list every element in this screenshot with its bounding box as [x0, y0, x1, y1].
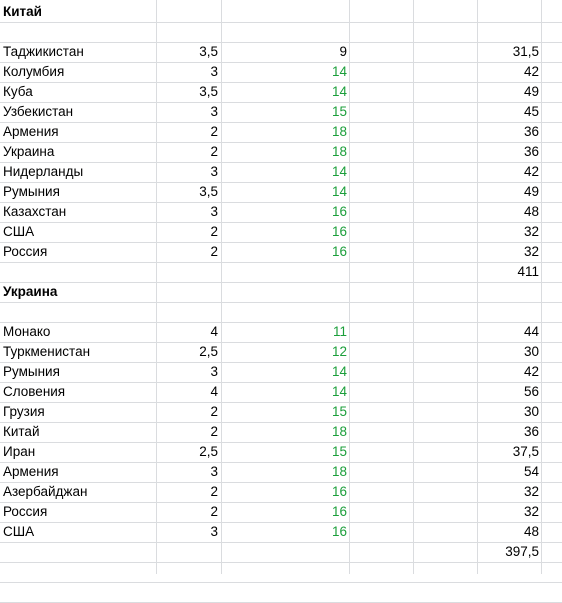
points-cell[interactable]: 11: [332, 324, 347, 339]
points-cell[interactable]: 18: [331, 144, 347, 159]
total-cell[interactable]: 30: [523, 344, 539, 359]
total-cell[interactable]: 44: [523, 324, 539, 339]
coefficient-cell[interactable]: 2: [210, 504, 218, 519]
coefficient-cell[interactable]: 3: [210, 164, 218, 179]
points-cell[interactable]: 18: [331, 464, 347, 479]
points-cell[interactable]: 12: [331, 344, 347, 359]
total-cell[interactable]: 31,5: [512, 44, 539, 59]
points-cell[interactable]: 14: [331, 164, 347, 179]
coefficient-cell[interactable]: 3,5: [199, 184, 218, 199]
coefficient-cell[interactable]: 4: [210, 384, 218, 399]
country-cell[interactable]: Украина: [3, 144, 55, 159]
total-cell[interactable]: 54: [523, 464, 539, 479]
total-cell[interactable]: 32: [523, 504, 539, 519]
country-cell[interactable]: Иран: [3, 444, 36, 459]
points-cell[interactable]: 14: [331, 64, 347, 79]
section-title[interactable]: Китай: [3, 4, 42, 19]
points-cell[interactable]: 18: [331, 124, 347, 139]
coefficient-cell[interactable]: 3,5: [199, 84, 218, 99]
country-cell[interactable]: Румыния: [3, 184, 60, 199]
points-cell[interactable]: 14: [331, 84, 347, 99]
section-sum-cell[interactable]: 411: [517, 264, 539, 279]
country-cell[interactable]: Таджикистан: [3, 44, 84, 59]
grid-column-line: [349, 0, 350, 574]
country-cell[interactable]: Грузия: [3, 404, 45, 419]
grid-column-line: [541, 0, 542, 574]
grid-row-line: [0, 582, 562, 583]
total-cell[interactable]: 36: [523, 424, 539, 439]
section-sum-cell[interactable]: 397,5: [505, 544, 539, 559]
total-cell[interactable]: 37,5: [512, 444, 539, 459]
coefficient-cell[interactable]: 2,5: [199, 444, 218, 459]
points-cell[interactable]: 15: [331, 104, 347, 119]
points-cell[interactable]: 16: [331, 244, 347, 259]
country-cell[interactable]: Колумбия: [3, 64, 65, 79]
points-cell[interactable]: 9: [339, 44, 347, 59]
points-cell[interactable]: 16: [331, 504, 347, 519]
country-cell[interactable]: США: [3, 524, 35, 539]
coefficient-cell[interactable]: 3: [210, 64, 218, 79]
grid-row-line: [0, 302, 562, 303]
total-cell[interactable]: 48: [523, 524, 539, 539]
coefficient-cell[interactable]: 2: [210, 404, 218, 419]
country-cell[interactable]: Казахстан: [3, 204, 67, 219]
total-cell[interactable]: 32: [523, 484, 539, 499]
total-cell[interactable]: 56: [523, 384, 539, 399]
country-cell[interactable]: Нидерланды: [3, 164, 84, 179]
coefficient-cell[interactable]: 2: [210, 424, 218, 439]
total-cell[interactable]: 32: [523, 244, 539, 259]
grid-column-line: [413, 0, 414, 574]
total-cell[interactable]: 48: [523, 204, 539, 219]
country-cell[interactable]: Россия: [3, 504, 48, 519]
points-cell[interactable]: 14: [331, 384, 347, 399]
country-cell[interactable]: Китай: [3, 424, 40, 439]
total-cell[interactable]: 42: [523, 364, 539, 379]
points-cell[interactable]: 14: [331, 364, 347, 379]
total-cell[interactable]: 42: [523, 64, 539, 79]
points-cell[interactable]: 15: [331, 404, 347, 419]
total-cell[interactable]: 36: [523, 144, 539, 159]
country-cell[interactable]: Румыния: [3, 364, 60, 379]
points-cell[interactable]: 16: [331, 524, 347, 539]
coefficient-cell[interactable]: 4: [210, 324, 218, 339]
country-cell[interactable]: Армения: [3, 124, 59, 139]
total-cell[interactable]: 49: [523, 84, 539, 99]
coefficient-cell[interactable]: 3: [210, 204, 218, 219]
total-cell[interactable]: 49: [523, 184, 539, 199]
country-cell[interactable]: Словения: [3, 384, 66, 399]
coefficient-cell[interactable]: 2,5: [199, 344, 218, 359]
country-cell[interactable]: Армения: [3, 464, 59, 479]
points-cell[interactable]: 15: [331, 444, 347, 459]
coefficient-cell[interactable]: 3: [210, 364, 218, 379]
grid-column-line: [156, 0, 157, 574]
country-cell[interactable]: Куба: [3, 84, 33, 99]
total-cell[interactable]: 45: [523, 104, 539, 119]
points-cell[interactable]: 16: [331, 204, 347, 219]
points-cell[interactable]: 14: [331, 184, 347, 199]
coefficient-cell[interactable]: 3: [210, 104, 218, 119]
grid-row-line: [0, 22, 562, 23]
total-cell[interactable]: 36: [523, 124, 539, 139]
total-cell[interactable]: 32: [523, 224, 539, 239]
points-cell[interactable]: 18: [331, 424, 347, 439]
coefficient-cell[interactable]: 2: [210, 244, 218, 259]
coefficient-cell[interactable]: 2: [210, 224, 218, 239]
section-title[interactable]: Украина: [3, 284, 58, 299]
grid-row-line: [0, 562, 562, 563]
country-cell[interactable]: США: [3, 224, 35, 239]
coefficient-cell[interactable]: 3: [210, 524, 218, 539]
points-cell[interactable]: 16: [331, 484, 347, 499]
country-cell[interactable]: Узбекистан: [3, 104, 74, 119]
coefficient-cell[interactable]: 3,5: [199, 44, 218, 59]
coefficient-cell[interactable]: 3: [210, 464, 218, 479]
total-cell[interactable]: 30: [523, 404, 539, 419]
country-cell[interactable]: Россия: [3, 244, 48, 259]
coefficient-cell[interactable]: 2: [210, 124, 218, 139]
total-cell[interactable]: 42: [523, 164, 539, 179]
country-cell[interactable]: Азербайджан: [3, 484, 88, 499]
country-cell[interactable]: Туркменистан: [3, 344, 91, 359]
coefficient-cell[interactable]: 2: [210, 144, 218, 159]
coefficient-cell[interactable]: 2: [210, 484, 218, 499]
country-cell[interactable]: Монако: [3, 324, 51, 339]
points-cell[interactable]: 16: [331, 224, 347, 239]
